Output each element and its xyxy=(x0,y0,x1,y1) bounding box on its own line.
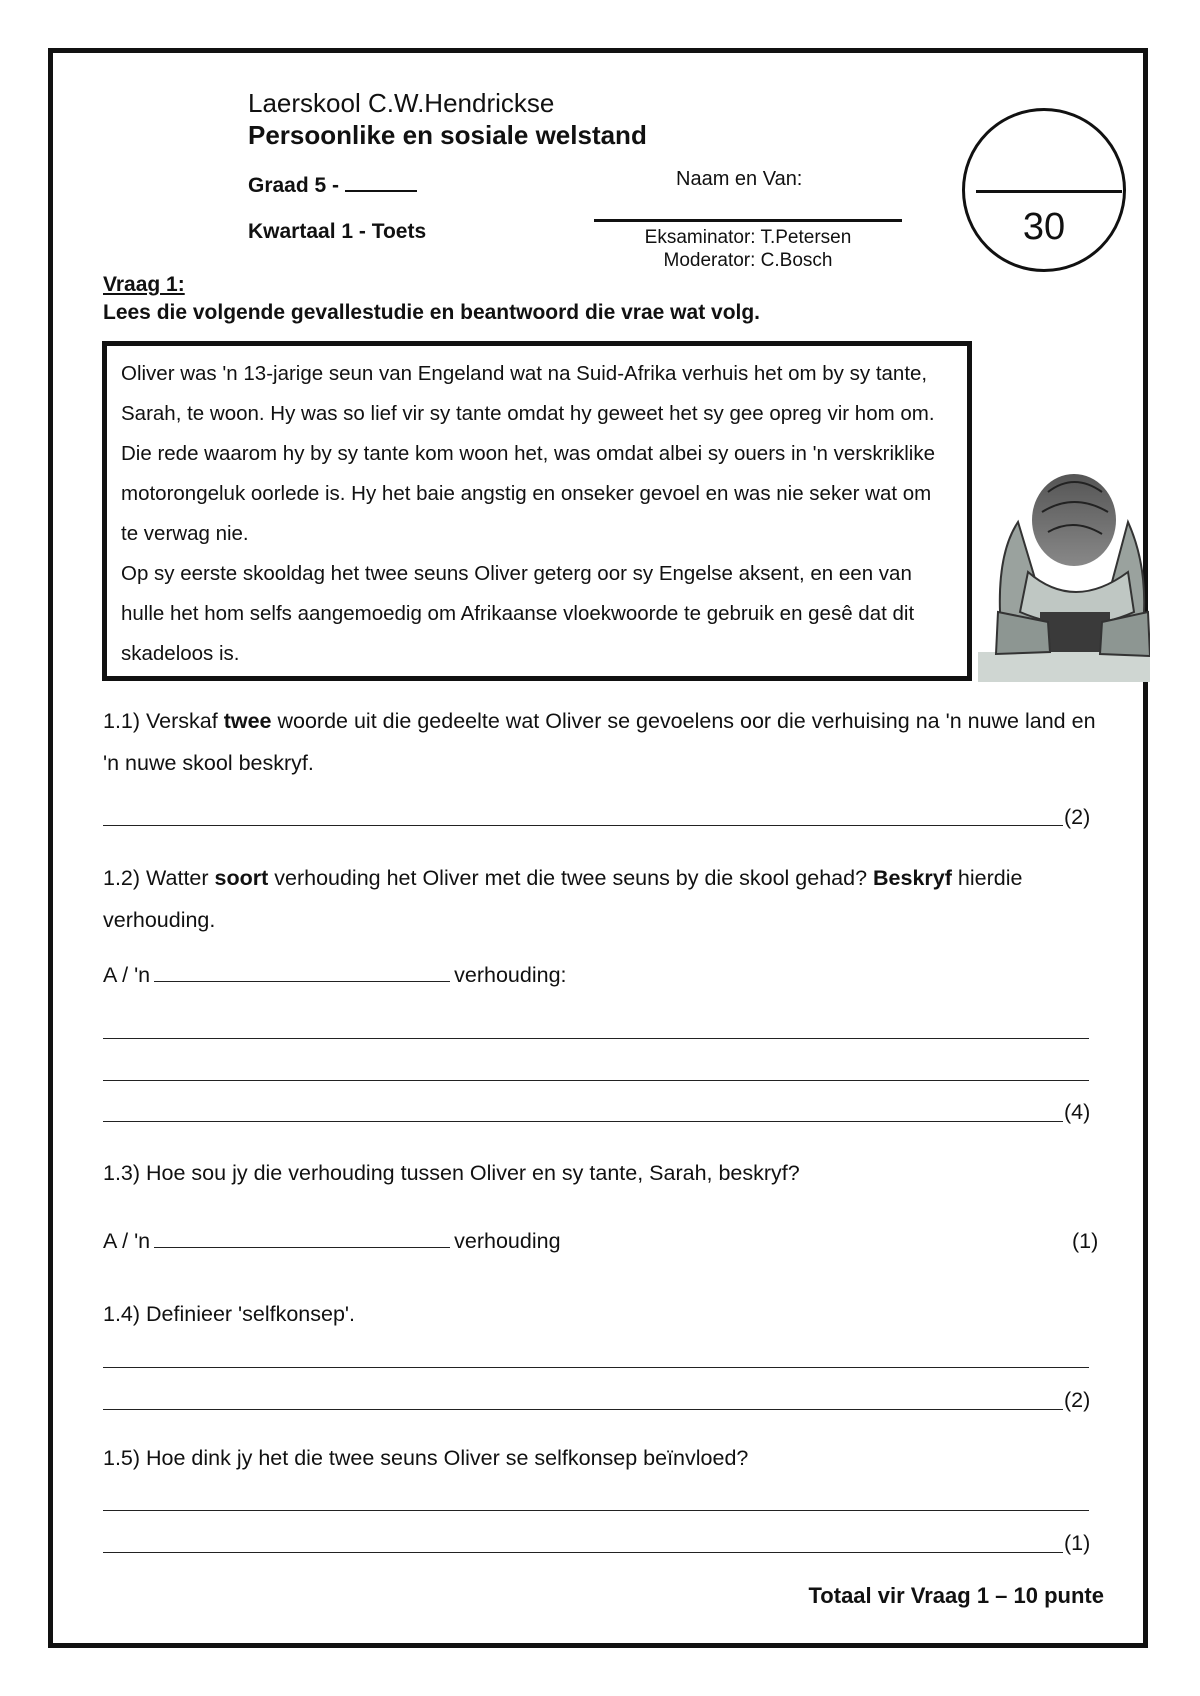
school-name: Laerskool C.W.Hendrickse xyxy=(248,88,555,118)
score-field-line[interactable] xyxy=(976,190,1122,193)
name-label: Naam en Van: xyxy=(676,168,803,190)
q1-3-inline-blank[interactable] xyxy=(154,1227,450,1248)
question-1-2 xyxy=(103,857,1103,941)
question-1-3: 1.3) Hoe sou jy die verhouding tussen Oliver en sy tante, Sarah, beskryf? xyxy=(103,1161,800,1185)
question-heading: Vraag 1: xyxy=(103,273,185,296)
marks-1-5: (1) xyxy=(1064,1531,1091,1555)
subject-title: Persoonlike en sosiale welstand xyxy=(248,120,647,150)
q1-2-inline-blank[interactable] xyxy=(154,961,450,982)
question-total: Totaal vir Vraag 1 – 10 punte xyxy=(808,1583,1104,1608)
answer-line-1-2a[interactable] xyxy=(103,1038,1089,1039)
case-study-paragraph-1: Oliver was 'n 13-jarige seun van Engeland wat na Suid-Afrika verhuis het om by sy tante, Sarah, te woon. Hy was so lief vir sy tante omdat hy geweet het sy gee opreg vir hom om. Die rede waarom hy by sy tante kom woon het, was omdat albei sy ouers in 'n verskriklike motorongeluk oorlede is. Hy het baie angstig en onseker gevoel en was nie seker wat om te verwag nie. xyxy=(121,362,936,545)
q1-2-answer-suffix: verhouding: xyxy=(454,963,567,987)
case-study-paragraph-2: Op sy eerste skooldag het twee seuns Oliver geterg oor sy Engelse aksent, en een van hulle het hom selfs aangemoedig om Afrikaanse vloekwoorde te gebruik en gesê dat dit skadeloos is. xyxy=(121,562,915,665)
grade-label xyxy=(248,172,417,198)
examiner-info xyxy=(594,226,902,272)
q1-1-bold: twee xyxy=(223,709,272,733)
answer-prompt-1-2 xyxy=(103,954,1103,996)
answer-line-1-2b[interactable] xyxy=(103,1080,1089,1081)
q1-1-prefix: 1.1) Verskaf xyxy=(103,709,224,733)
term-label: Kwartaal 1 - Toets xyxy=(248,220,427,243)
q1-3-answer-suffix: verhouding xyxy=(454,1229,561,1253)
name-field-line[interactable] xyxy=(594,219,902,222)
case-study-box xyxy=(102,341,972,681)
marks-1-2: (4) xyxy=(1064,1100,1091,1124)
question-1-5: 1.5) Hoe dink jy het die twee seuns Oliver se selfkonsep beïnvloed? xyxy=(103,1446,749,1470)
marks-1-3: (1) xyxy=(1072,1229,1099,1253)
answer-line-1-5a[interactable] xyxy=(103,1510,1089,1511)
grade-text: Graad 5 - xyxy=(248,174,340,197)
q1-1-suffix: woorde uit die gedeelte wat Oliver se gevoelens oor die verhuising na 'n nuwe land en 'n nuwe skool beskryf. xyxy=(103,709,1096,775)
q1-2-middle: verhouding het Oliver met die twee seuns by die skool gehad? xyxy=(268,866,874,890)
marks-1-1: (2) xyxy=(1064,805,1091,829)
q1-2-suffix: hierdie verhouding. xyxy=(103,866,1023,932)
page-border xyxy=(48,48,1148,1648)
q1-3-answer-prefix: A / 'n xyxy=(103,1229,151,1253)
score-total: 30 xyxy=(1022,206,1066,248)
sad-boy-illustration xyxy=(978,462,1150,682)
answer-line-1-5b[interactable] xyxy=(103,1552,1063,1553)
answer-line-1-4a[interactable] xyxy=(103,1367,1089,1368)
moderator-name: Moderator: C.Bosch xyxy=(663,250,833,271)
q1-2-bold-beskryf: Beskryf xyxy=(873,866,952,890)
answer-line-1-4b[interactable] xyxy=(103,1409,1063,1410)
q1-2-bold-soort: soort xyxy=(214,866,269,890)
q1-2-prefix: 1.2) Watter xyxy=(103,866,215,890)
q1-2-answer-prefix: A / 'n xyxy=(103,963,151,987)
answer-prompt-1-3 xyxy=(103,1220,1103,1262)
examiner-name: Eksaminator: T.Petersen xyxy=(644,227,852,248)
answer-line-1-1[interactable] xyxy=(103,825,1063,826)
answer-line-1-2c[interactable] xyxy=(103,1121,1063,1122)
grade-blank[interactable] xyxy=(345,172,417,192)
marks-1-4: (2) xyxy=(1064,1388,1091,1412)
question-1-1 xyxy=(103,700,1103,784)
question-1-4: 1.4) Definieer 'selfkonsep'. xyxy=(103,1302,356,1326)
question-instruction: Lees die volgende gevallestudie en beantwoord die vrae wat volg. xyxy=(103,301,761,324)
